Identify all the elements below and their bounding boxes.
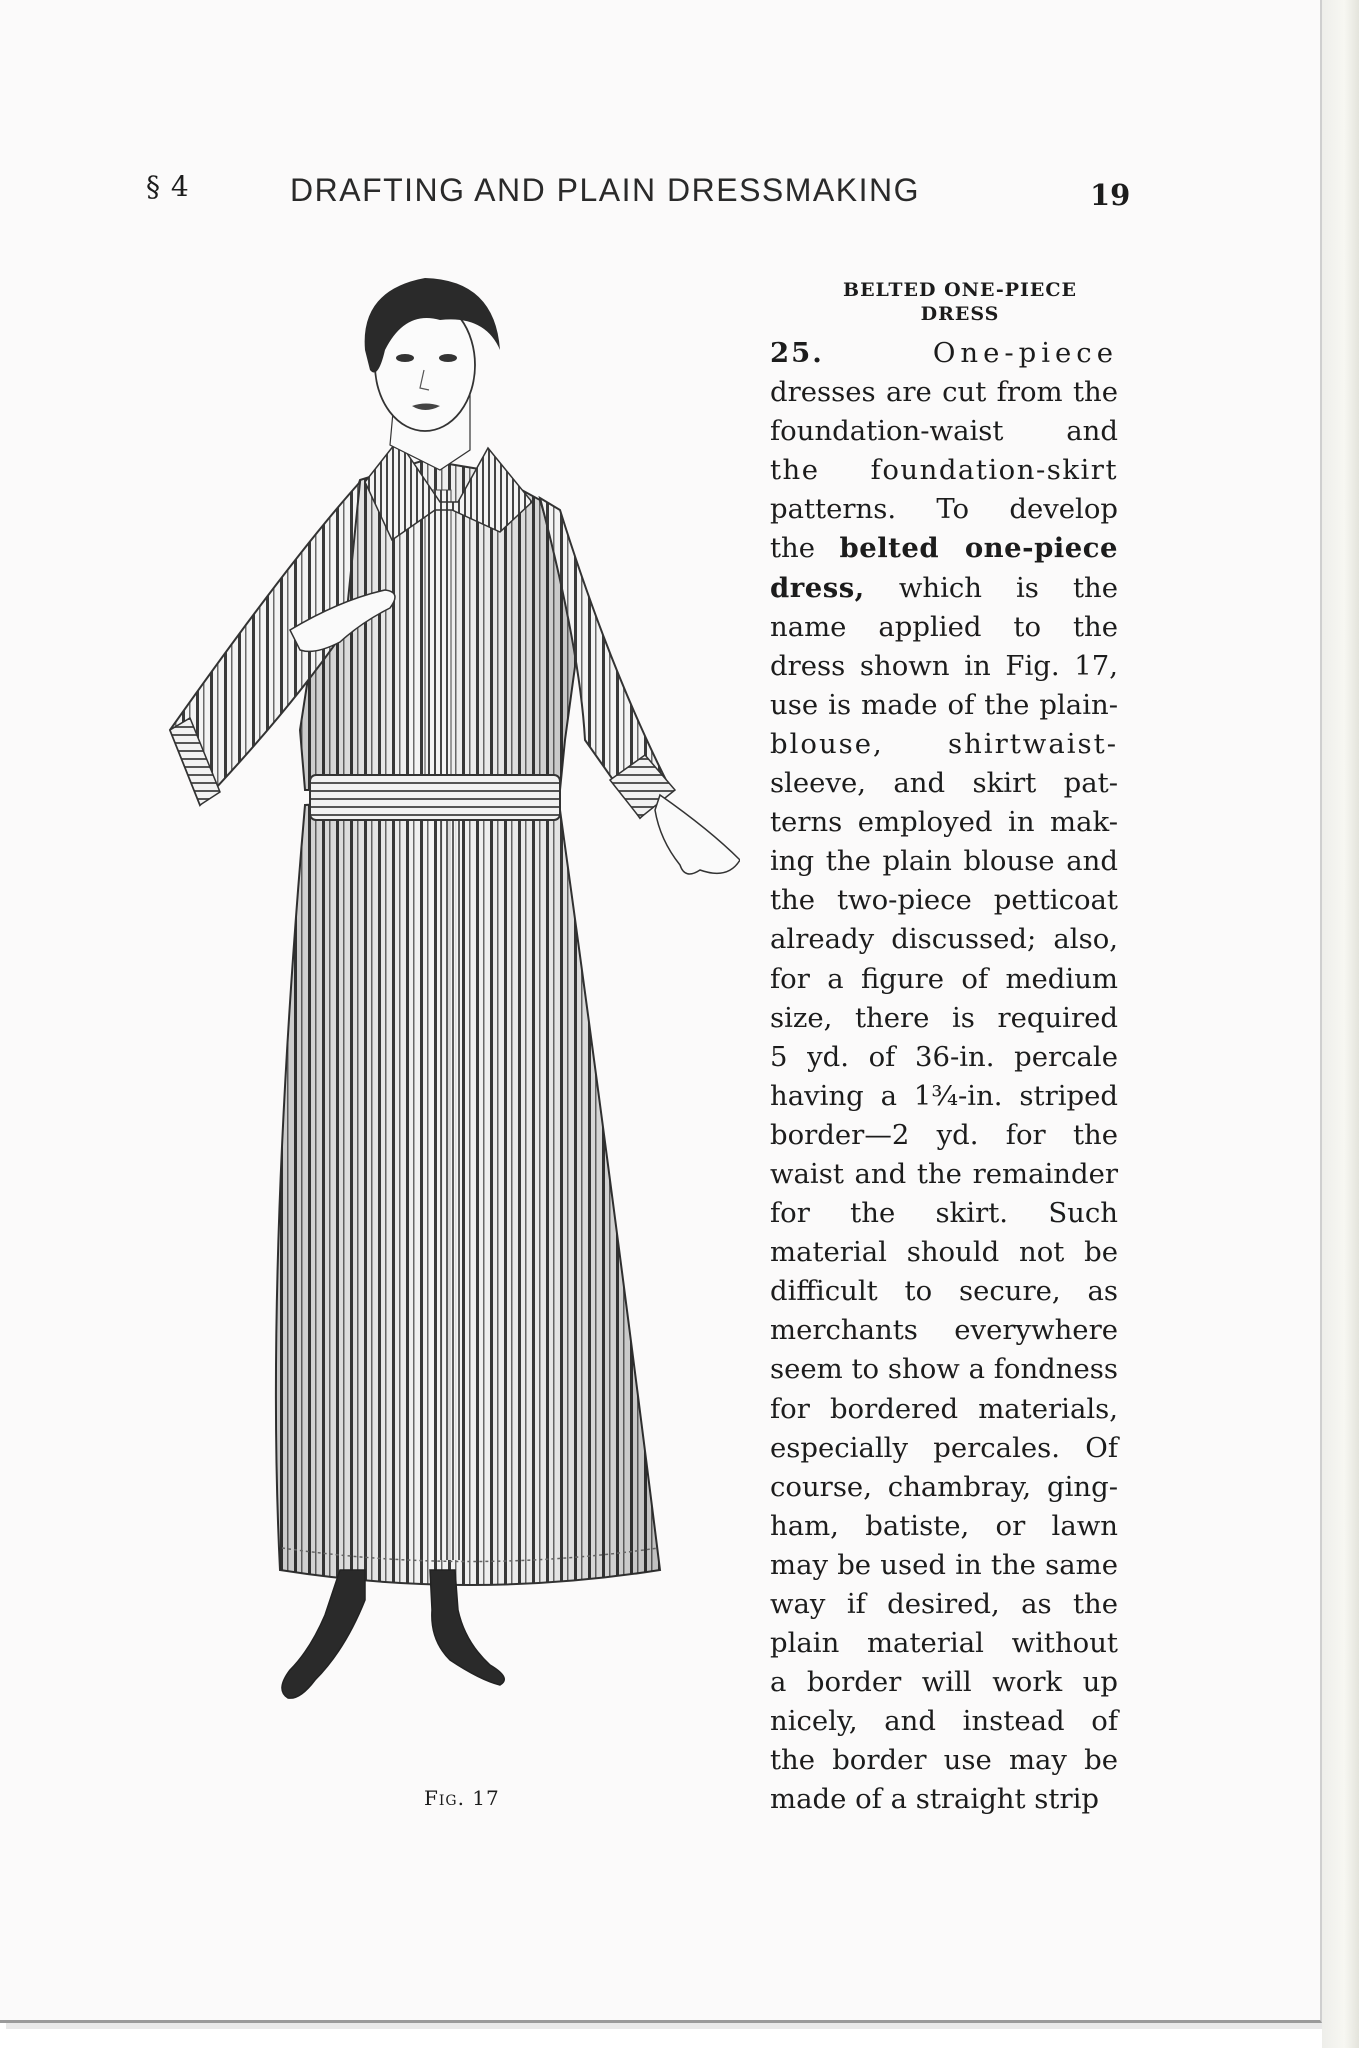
dress-illustration [140, 270, 740, 1770]
text-line: terns employed in mak- [770, 806, 1118, 839]
text-fragment: the [770, 532, 816, 565]
text-line: difficult to secure, as [770, 1275, 1118, 1308]
text-line: made of a straight strip [770, 1783, 1100, 1816]
text-line: 5 yd. of 36-in. percale [770, 1040, 1118, 1073]
text-line: having a 1¾-in. striped [770, 1079, 1118, 1112]
text-line: ham, batiste, or lawn [770, 1509, 1118, 1542]
text-line: for bordered materials, [770, 1392, 1118, 1425]
text-line [770, 334, 1118, 373]
text-line: way if desired, as the [770, 1588, 1118, 1620]
text-line: foundation-waist and [770, 415, 1118, 448]
text-line: merchants everywhere [770, 1314, 1118, 1347]
text-line: material should not be [770, 1236, 1118, 1269]
section-heading-line-2: DRESS [920, 303, 1000, 325]
text-line: the border use may be [770, 1744, 1118, 1777]
text-line: for the skirt. Such [770, 1197, 1118, 1230]
text-line [770, 569, 1118, 608]
text-line: border—2 yd. for the [770, 1118, 1118, 1151]
text-line: waist and the remainder [770, 1157, 1118, 1190]
text-line: patterns. To develop [770, 493, 1118, 526]
page-number: 19 [1090, 178, 1131, 212]
term-emphasis: belted one-piece [839, 532, 1118, 565]
text-line: nicely, and instead of [770, 1705, 1118, 1738]
text-line: a border will work up [770, 1666, 1118, 1699]
paragraph-number: 25. [770, 337, 824, 369]
text-line: may be used in the same [770, 1548, 1118, 1581]
text-line: the two-piece petticoat [770, 884, 1118, 917]
text-line: sleeve, and skirt pat- [770, 767, 1118, 800]
text-line: especially percales. Of [770, 1431, 1118, 1464]
section-number: § 4 [146, 170, 190, 203]
text-line: dresses are cut from the [770, 376, 1118, 409]
text-line: size, there is required [770, 1001, 1118, 1034]
article-paragraph [770, 334, 1118, 1820]
section-heading [800, 278, 1120, 326]
text-line: name applied to the [770, 610, 1118, 643]
running-title: DRAFTING AND PLAIN DRESSMAKING [290, 172, 920, 208]
page-edge [1322, 0, 1359, 2048]
text-line: blouse, shirtwaist- [770, 727, 1118, 760]
belt [310, 775, 560, 820]
text-line: ing the plain blouse and [770, 845, 1118, 878]
text-line: already discussed; also, [770, 923, 1118, 956]
left-shoe [282, 1570, 365, 1698]
text-line: course, chambray, ging- [770, 1470, 1118, 1503]
text-fragment: One-piece [932, 337, 1118, 369]
text-line: use is made of the plain- [770, 688, 1118, 721]
text-line: for a figure of medium [770, 962, 1118, 995]
term-emphasis: dress, [770, 571, 865, 604]
text-fragment: which is the [898, 571, 1118, 604]
right-hand [655, 795, 740, 874]
text-line: dress shown in Fig. 17, [770, 649, 1118, 682]
figure-caption: Fig. 17 [424, 1786, 500, 1810]
text-line: plain material without [770, 1627, 1118, 1660]
text-line: seem to show a fondness [770, 1353, 1118, 1386]
text-line [770, 529, 1118, 568]
section-heading-line-1: BELTED ONE-PIECE [843, 279, 1077, 301]
right-shoe [430, 1570, 504, 1685]
text-line: the foundation-skirt [770, 454, 1118, 487]
